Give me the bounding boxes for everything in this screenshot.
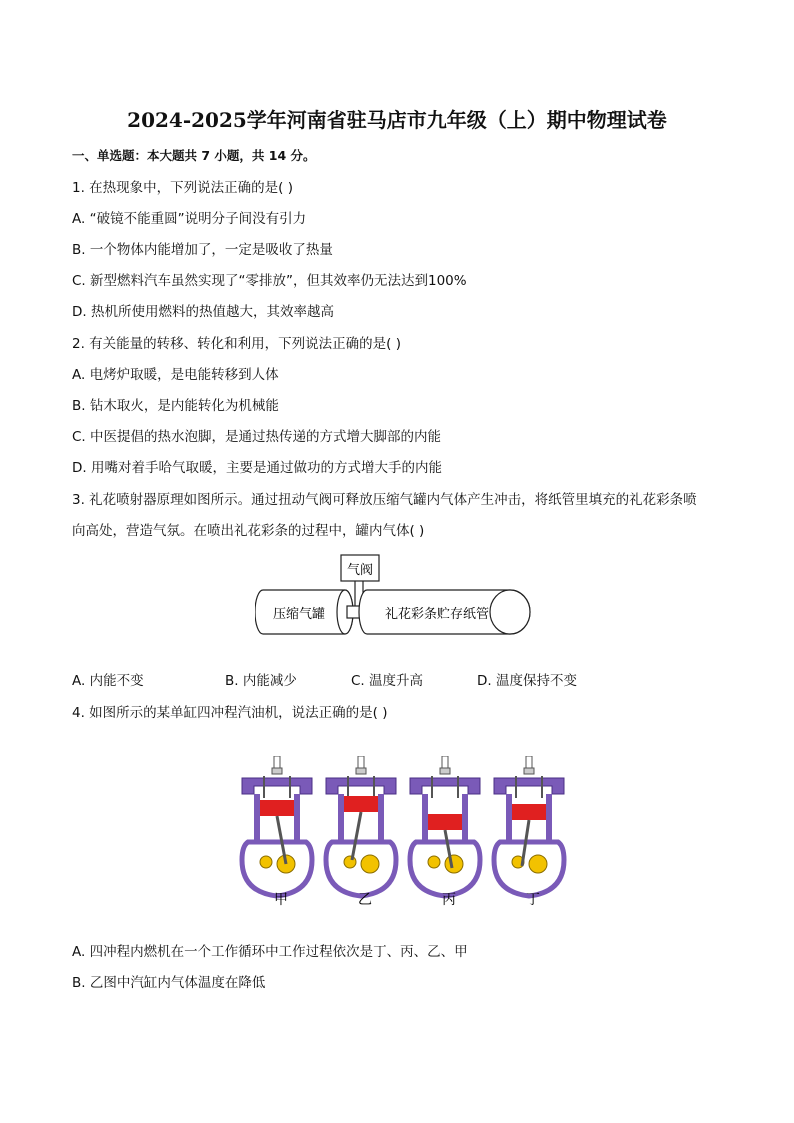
valve-label: 气阀	[346, 563, 374, 578]
q2-option-d: D. 用嘴对着手哈气取暖，主要是通过做功的方式增大手的内能	[72, 460, 442, 476]
q2-option-c: C. 中医提倡的热水泡脚，是通过热传递的方式增大脚部的内能	[72, 429, 442, 445]
piston-jia	[260, 800, 294, 816]
q3-option-b: B. 内能减少	[225, 673, 297, 689]
q3-stem-line1: 3. 礼花喷射器原理如图所示。通过扭动气阀可释放压缩气罐内气体产生冲击，将纸管里填充的礼花彩条喷	[72, 492, 697, 508]
q3-stem-line2: 向高处，营造气氛。在喷出礼花彩条的过程中，罐内气体( )	[72, 523, 425, 539]
q2-option-a: A. 电烤炉取暖，是电能转移到人体	[72, 367, 279, 383]
piston-ding	[512, 804, 546, 820]
piston-bing	[428, 814, 462, 830]
engine-label-yi: 乙	[358, 892, 372, 908]
tank-label: 压缩气罐	[272, 607, 326, 622]
q1-option-b: B. 一个物体内能增加了，一定是吸收了热量	[72, 242, 333, 258]
engine-strokes-figure	[236, 756, 576, 916]
page-title: 2024-2025学年河南省驻马店市九年级（上）期中物理试卷	[127, 108, 667, 132]
engine-label-bing: 丙	[442, 892, 456, 908]
confetti-launcher-figure	[255, 550, 540, 640]
q4-option-b: B. 乙图中汽缸内气体温度在降低	[72, 975, 266, 991]
q3-option-d: D. 温度保持不变	[477, 673, 577, 689]
engine-label-jia: 甲	[274, 892, 288, 908]
tube-end	[490, 590, 530, 634]
q1-option-c: C. 新型燃料汽车虽然实现了“零排放”，但其效率仍无法达到100%	[72, 273, 467, 289]
q3-option-a: A. 内能不变	[72, 673, 144, 689]
q2-stem: 2. 有关能量的转移、转化和利用，下列说法正确的是( )	[72, 336, 401, 352]
q1-option-d: D. 热机所使用燃料的热值越大，其效率越高	[72, 304, 334, 320]
engine-label-ding: 丁	[526, 892, 540, 908]
q3-option-c: C. 温度升高	[351, 673, 424, 689]
q4-option-a: A. 四冲程内燃机在一个工作循环中工作过程依次是丁、丙、乙、甲	[72, 944, 468, 960]
q2-option-b: B. 钻木取火，是内能转化为机械能	[72, 398, 279, 414]
q1-stem: 1. 在热现象中，下列说法正确的是( )	[72, 180, 293, 196]
q4-stem: 4. 如图所示的某单缸四冲程汽油机，说法正确的是( )	[72, 705, 388, 721]
section-heading: 一、单选题：本大题共 7 小题，共 14 分。	[72, 148, 316, 163]
tube-label: 礼花彩条贮存纸管	[384, 607, 490, 622]
q1-option-a: A. “破镜不能重圆”说明分子间没有引力	[72, 211, 307, 227]
piston-yi	[344, 796, 378, 812]
